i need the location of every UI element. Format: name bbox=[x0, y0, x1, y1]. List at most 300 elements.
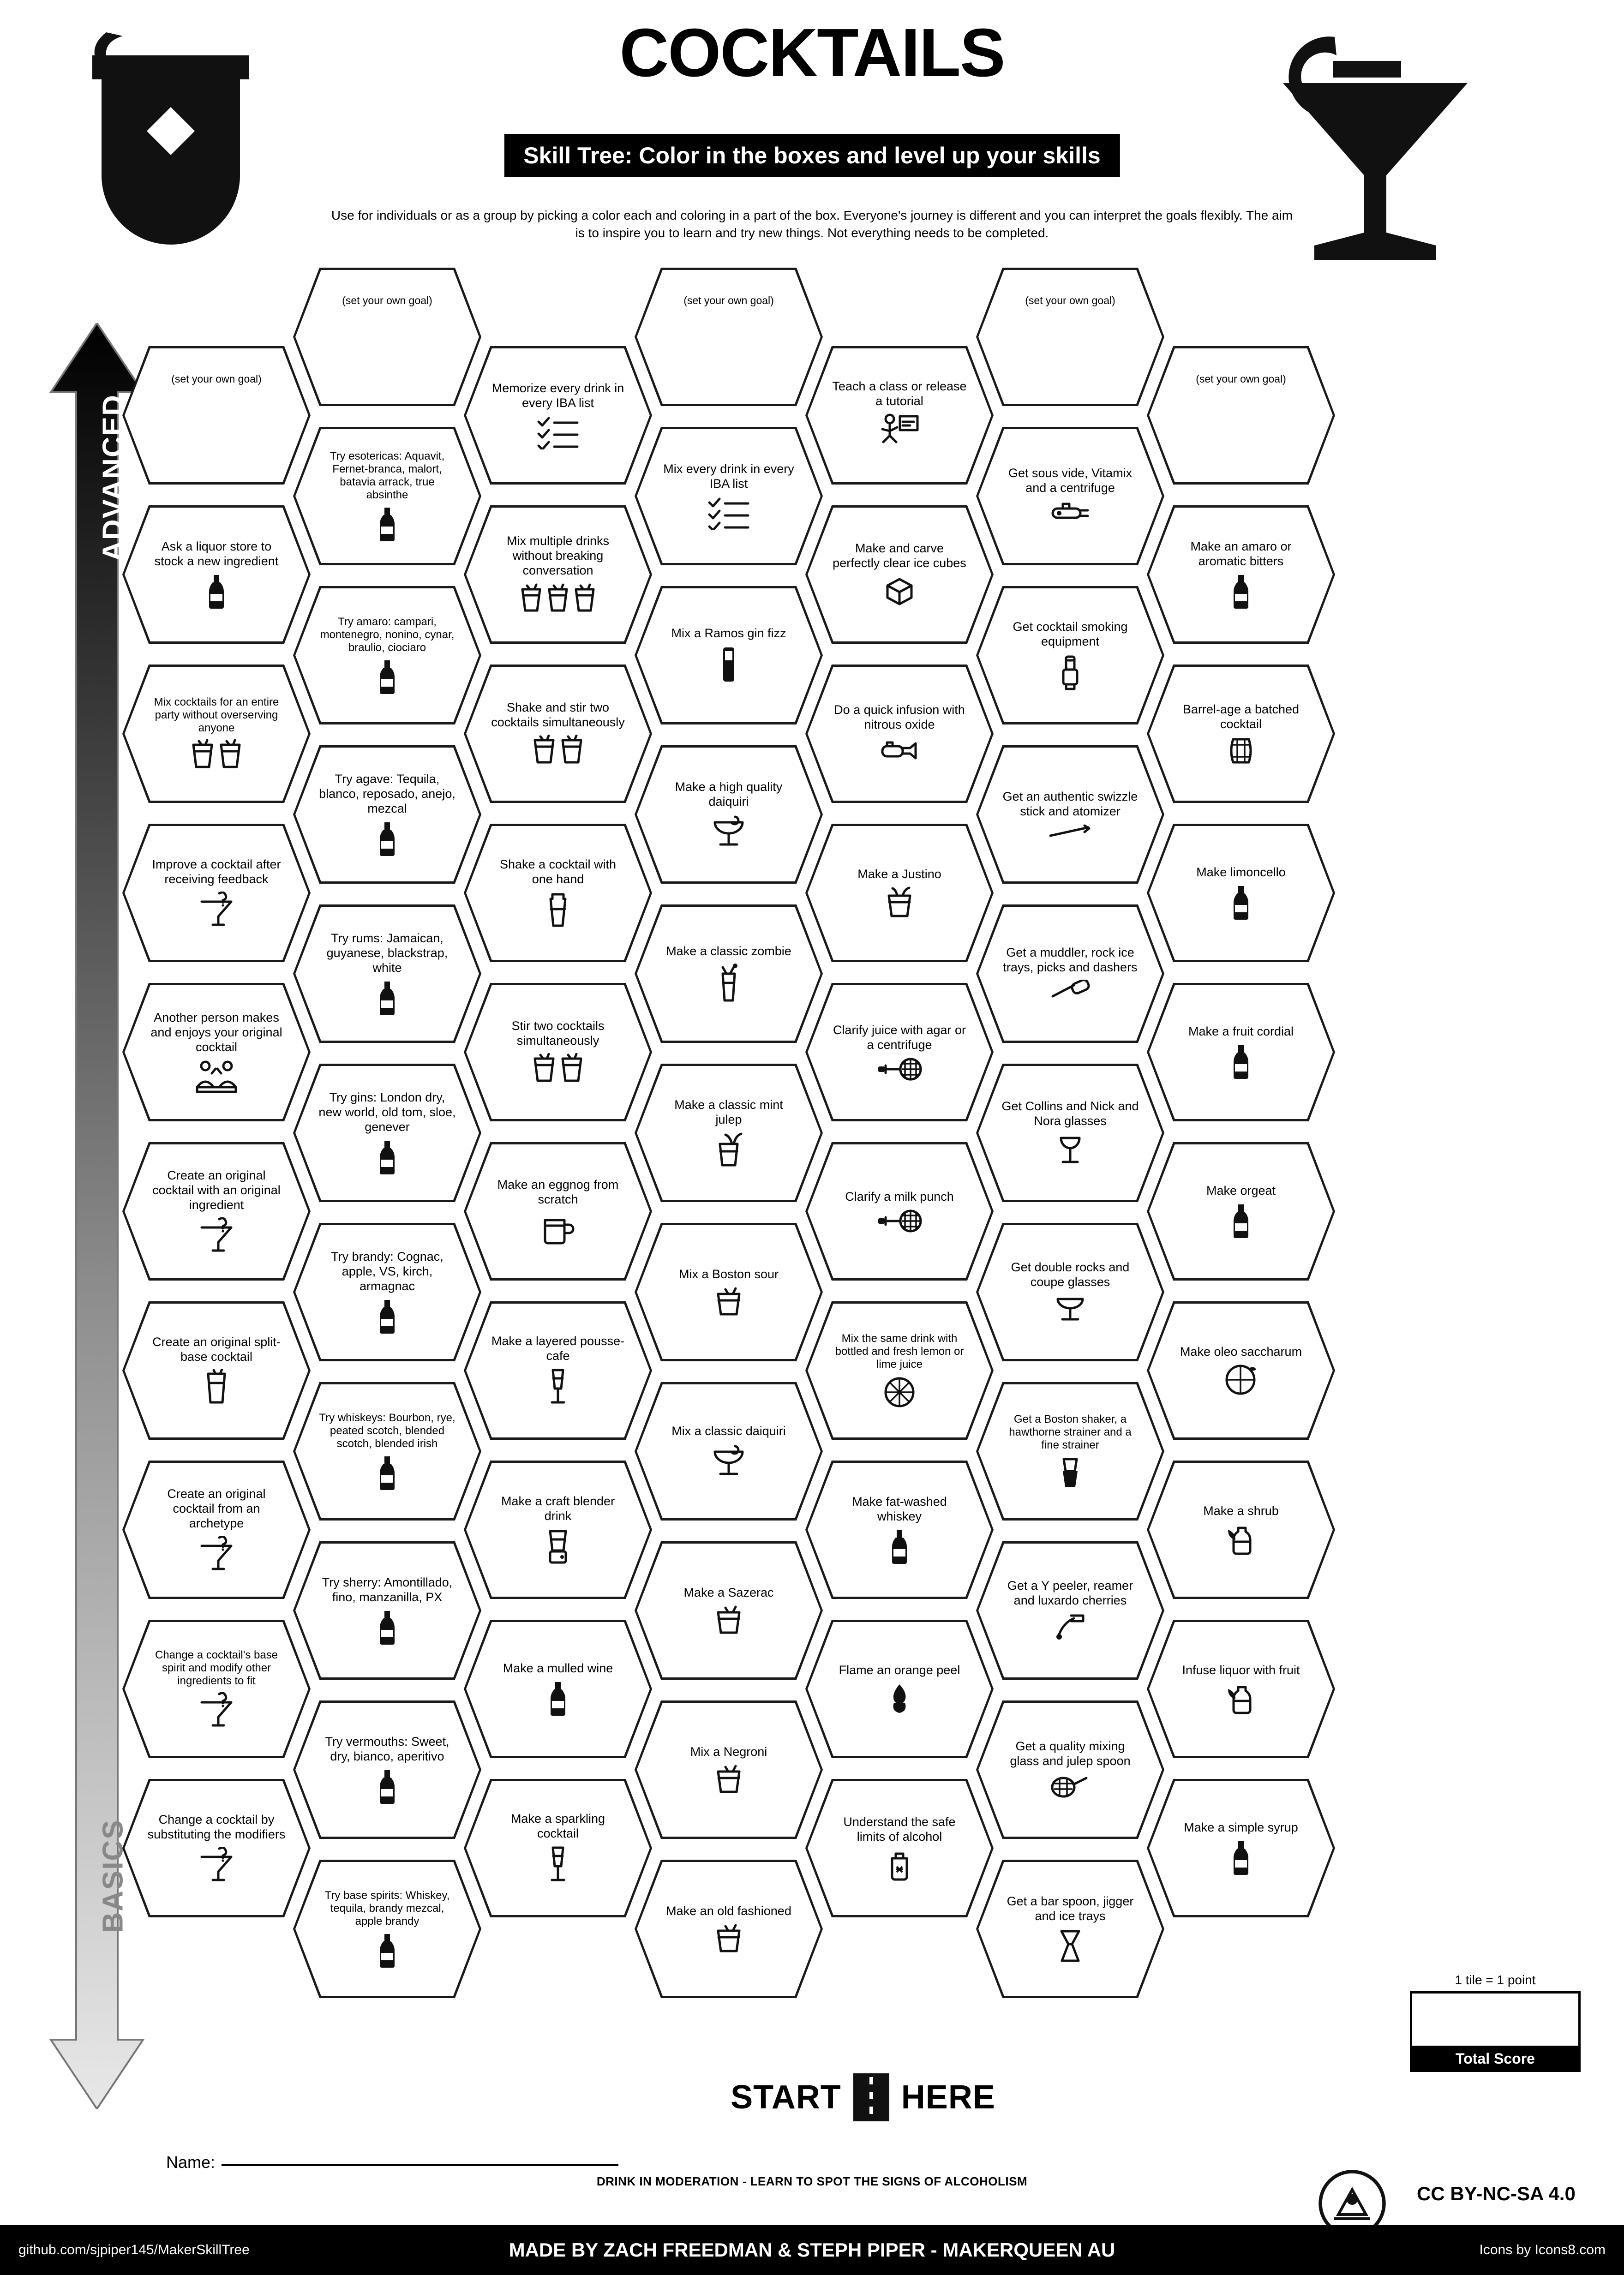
skill-tile[interactable] bbox=[122, 1620, 311, 1758]
tile-label: Another person makes and enjoys your original cocktail bbox=[150, 1011, 282, 1054]
rocks-icon bbox=[713, 1287, 744, 1317]
skill-tile[interactable] bbox=[805, 1301, 994, 1440]
julep-icon bbox=[713, 1132, 744, 1168]
bottle-icon bbox=[886, 1529, 913, 1565]
tile-content bbox=[1001, 1413, 1139, 1489]
tile-label: Make a fruit cordial bbox=[1188, 1024, 1294, 1039]
skill-tile[interactable] bbox=[1147, 346, 1335, 485]
skill-tile[interactable] bbox=[464, 1620, 652, 1758]
tumbler-icon bbox=[203, 1369, 230, 1406]
tile-content bbox=[318, 616, 456, 694]
strainer-icon bbox=[876, 1057, 923, 1081]
tile-label: Improve a cocktail after receiving feedback bbox=[152, 857, 281, 886]
tile-content bbox=[1172, 1663, 1310, 1715]
skill-tile[interactable] bbox=[293, 1064, 481, 1202]
tile-label: Stir two cocktails simultaneously bbox=[511, 1019, 605, 1048]
shrub-icon bbox=[1224, 1682, 1258, 1715]
bottle-icon bbox=[373, 1769, 401, 1805]
skill-tile[interactable] bbox=[122, 983, 311, 1121]
tile-content bbox=[659, 780, 798, 849]
skill-tile[interactable] bbox=[464, 665, 652, 803]
tile-label: Mix a Negroni bbox=[690, 1745, 767, 1759]
tile-content bbox=[659, 462, 798, 530]
tile-label: Mix multiple drinks without breaking conversation bbox=[506, 534, 610, 577]
skill-tile[interactable] bbox=[464, 1142, 652, 1281]
tile-content bbox=[1001, 790, 1139, 839]
skill-tile[interactable] bbox=[122, 346, 311, 485]
tile-label: Try brandy: Cognac, apple, VS, kirch, armagnac bbox=[331, 1250, 443, 1293]
skill-tile[interactable] bbox=[1147, 983, 1335, 1121]
tile-content bbox=[147, 373, 286, 421]
tile-label: (set your own goal) bbox=[683, 294, 774, 307]
tile-content bbox=[318, 450, 456, 542]
axis-label-basics: BASICS bbox=[97, 1819, 129, 1933]
tile-label: Clarify juice with agar or a centrifuge bbox=[833, 1023, 966, 1052]
tile-content bbox=[1172, 373, 1310, 421]
tile-label: Try amaro: campari, montenegro, nonino, cynar, braulio, ciociaro bbox=[320, 616, 455, 654]
tile-content bbox=[147, 539, 286, 610]
tile-content bbox=[659, 1904, 798, 1954]
barrel-icon bbox=[1227, 736, 1255, 765]
tile-label: (set your own goal) bbox=[1196, 373, 1286, 385]
shrub-icon bbox=[1224, 1523, 1258, 1556]
skill-tile[interactable] bbox=[464, 505, 652, 644]
tile-content bbox=[659, 944, 798, 1003]
skill-tile[interactable] bbox=[805, 346, 994, 485]
bottle-icon bbox=[1227, 574, 1255, 610]
tile-content bbox=[830, 1663, 969, 1715]
tile-content bbox=[1001, 1894, 1139, 1964]
tile-content bbox=[489, 857, 627, 928]
tile-label: Infuse liquor with fruit bbox=[1182, 1663, 1300, 1677]
tile-point-note: 1 tile = 1 point bbox=[1455, 1973, 1536, 1987]
tile-label: Make an amaro or aromatic bitters bbox=[1190, 539, 1292, 568]
two-glasses-icon bbox=[530, 1053, 586, 1085]
skill-tile[interactable] bbox=[293, 268, 481, 406]
skill-tile[interactable] bbox=[805, 1461, 994, 1599]
tile-content bbox=[830, 703, 969, 765]
tile-label: Memorize every drink in every IBA list bbox=[491, 381, 624, 410]
skill-tile[interactable] bbox=[805, 1620, 994, 1758]
skill-tile[interactable] bbox=[464, 824, 652, 962]
tile-content bbox=[147, 1649, 286, 1729]
tile-content bbox=[1001, 1579, 1139, 1642]
skill-tile[interactable] bbox=[464, 1461, 652, 1599]
tile-content bbox=[1001, 1260, 1139, 1324]
tile-label: Ask a liquor store to stock a new ingredient bbox=[154, 539, 279, 568]
strainer-icon bbox=[876, 1209, 923, 1233]
bottle-icon bbox=[1227, 885, 1255, 921]
skill-tile[interactable] bbox=[976, 1541, 1164, 1680]
tile-label: Do a quick infusion with nitrous oxide bbox=[834, 703, 965, 731]
road-icon bbox=[853, 2073, 889, 2121]
tile-label: Shake and stir two cocktails simultaneously bbox=[491, 700, 625, 729]
tile-label: Change a cocktail's base spirit and modify other ingredients to fit bbox=[155, 1649, 278, 1687]
tile-content bbox=[489, 1019, 627, 1085]
intro-text: Use for individuals or as a group by picking a color each and coloring in a part of the box. Everyone's journey is different and you can interpret the goals flexibly. The aim is to inspire you to learn and try new things. Not everything needs to be completed. bbox=[331, 208, 1293, 240]
tiki-rocks-icon bbox=[884, 886, 915, 919]
citrus-sugar-icon bbox=[1223, 1364, 1259, 1396]
coupe-icon bbox=[712, 814, 745, 849]
skill-tile[interactable] bbox=[122, 1461, 311, 1599]
skill-tile[interactable] bbox=[1147, 1301, 1335, 1440]
skill-tile[interactable] bbox=[635, 268, 823, 406]
skill-tile[interactable] bbox=[976, 1860, 1164, 1998]
ice-cube-icon bbox=[883, 575, 916, 608]
skill-tile[interactable] bbox=[635, 1700, 823, 1839]
tile-content bbox=[659, 1098, 798, 1168]
skill-tile[interactable] bbox=[635, 1064, 823, 1202]
skill-tile[interactable] bbox=[635, 586, 823, 724]
checklist-icon bbox=[707, 496, 751, 530]
skill-tile[interactable] bbox=[635, 1223, 823, 1361]
skill-tile[interactable] bbox=[293, 1860, 481, 1998]
skill-tile[interactable] bbox=[1147, 1620, 1335, 1758]
skill-tile[interactable] bbox=[464, 1301, 652, 1440]
tile-content bbox=[489, 1661, 627, 1717]
tile-label: Try base spirits: Whiskey, tequila, brandy mezcal, apple brandy bbox=[324, 1889, 450, 1928]
skill-tile[interactable] bbox=[635, 1541, 823, 1680]
skill-tile[interactable] bbox=[293, 427, 481, 565]
question-cocktail-icon bbox=[199, 1692, 234, 1729]
license-label: CC BY-NC-SA 4.0 bbox=[1417, 2183, 1576, 2204]
tile-content bbox=[1172, 865, 1310, 921]
tile-label: Get a Boston shaker, a hawthorne strainer and a fine strainer bbox=[1009, 1413, 1132, 1451]
tile-content bbox=[489, 700, 627, 767]
skill-tile[interactable] bbox=[1147, 1779, 1335, 1917]
skill-tile[interactable] bbox=[976, 904, 1164, 1043]
tile-label: Create an original split-base cocktail bbox=[152, 1335, 281, 1364]
tile-content bbox=[489, 1812, 627, 1885]
rocks-icon bbox=[713, 1605, 744, 1635]
skill-tile[interactable] bbox=[1147, 1461, 1335, 1599]
tile-label: Change a cocktail by substituting the modifiers bbox=[147, 1813, 286, 1841]
skill-tile[interactable] bbox=[122, 1301, 311, 1440]
tile-content bbox=[830, 1815, 969, 1881]
tile-label: Make a classic mint julep bbox=[674, 1098, 783, 1126]
rocks-icon bbox=[713, 1923, 744, 1954]
start-here-marker bbox=[674, 2072, 1052, 2123]
bottle-icon bbox=[1227, 1203, 1255, 1239]
tile-content bbox=[1001, 620, 1139, 691]
skill-tile[interactable] bbox=[122, 665, 311, 803]
skill-tile[interactable] bbox=[976, 1064, 1164, 1202]
skill-tile[interactable] bbox=[293, 1700, 481, 1839]
question-cocktail-icon bbox=[199, 892, 234, 928]
tile-content bbox=[147, 1813, 286, 1884]
skill-tile[interactable] bbox=[805, 665, 994, 803]
tile-label: Shake a cocktail with one hand bbox=[499, 857, 617, 886]
skill-tile[interactable] bbox=[635, 1860, 823, 1998]
subtitle-banner: Skill Tree: Color in the boxes and level up your skills bbox=[504, 134, 1120, 177]
skill-tile[interactable] bbox=[976, 1700, 1164, 1839]
boston-shaker-icon bbox=[1057, 1456, 1083, 1490]
tile-label: Try gins: London dry, new world, old tom, sloe, genever bbox=[318, 1090, 456, 1134]
smoke-gun-icon bbox=[1057, 654, 1084, 691]
score-panel bbox=[1410, 1973, 1581, 2072]
tile-label: Make and carve perfectly clear ice cubes bbox=[833, 541, 966, 570]
tile-label: Mix the same drink with bottled and fresh lemon or lime juice bbox=[835, 1332, 964, 1371]
tile-label: Mix a classic daiquiri bbox=[671, 1424, 786, 1438]
skill-tile[interactable] bbox=[976, 745, 1164, 884]
footer-credit: MADE BY ZACH FREEDMAN & STEPH PIPER - MAKERQUEEN AU bbox=[509, 2239, 1115, 2261]
skill-tile[interactable] bbox=[122, 1779, 311, 1917]
skill-tile[interactable] bbox=[464, 346, 652, 485]
tile-content bbox=[489, 534, 627, 615]
checklist-icon bbox=[536, 415, 580, 449]
skill-tile[interactable] bbox=[635, 1382, 823, 1521]
tile-label: Clarify a milk punch bbox=[845, 1190, 954, 1204]
shaker-icon bbox=[546, 892, 570, 928]
tile-label: (set your own goal) bbox=[171, 373, 262, 385]
bottle-icon bbox=[373, 506, 401, 542]
skill-tile[interactable] bbox=[464, 1779, 652, 1917]
tile-content bbox=[1172, 1820, 1310, 1876]
tile-content bbox=[318, 1250, 456, 1335]
nicknora-icon bbox=[1056, 1133, 1084, 1167]
skill-tile[interactable] bbox=[122, 1142, 311, 1281]
tile-content bbox=[489, 1334, 627, 1407]
skill-tile[interactable] bbox=[805, 983, 994, 1121]
tile-content bbox=[659, 1586, 798, 1635]
tile-content bbox=[147, 1335, 286, 1406]
jug-icon bbox=[885, 1849, 914, 1881]
tile-label: Make a high quality daiquiri bbox=[675, 780, 783, 808]
tile-label: Make oleo saccharum bbox=[1180, 1345, 1302, 1359]
tile-label: Get cocktail smoking equipment bbox=[1013, 620, 1128, 648]
tile-content bbox=[1172, 1504, 1310, 1556]
tile-content bbox=[318, 931, 456, 1016]
tile-content bbox=[1001, 466, 1139, 526]
tile-content bbox=[1001, 946, 1139, 1002]
cheers-people-icon bbox=[194, 1060, 239, 1094]
tile-content bbox=[659, 626, 798, 684]
bottle-icon bbox=[373, 980, 401, 1016]
tile-label: Get a quality mixing glass and julep spoon bbox=[1010, 1739, 1131, 1768]
skill-tile[interactable] bbox=[1147, 824, 1335, 962]
tile-content bbox=[318, 1412, 456, 1491]
skill-tile[interactable] bbox=[1147, 505, 1335, 644]
tile-label: Make a layered pousse-cafe bbox=[491, 1334, 625, 1363]
tile-content bbox=[830, 867, 969, 919]
skill-tile[interactable] bbox=[1147, 665, 1335, 803]
tile-label: Try rums: Jamaican, guyanese, blackstrap, white bbox=[326, 931, 448, 975]
skill-tile[interactable] bbox=[122, 824, 311, 962]
tile-content bbox=[1172, 1345, 1310, 1396]
question-cocktail-icon bbox=[199, 1536, 234, 1573]
mug-icon bbox=[541, 1212, 575, 1245]
tile-label: Get sous vide, Vitamix and a centrifuge bbox=[1008, 466, 1133, 495]
tile-label: Make fat-washed whiskey bbox=[852, 1495, 947, 1523]
tile-label: Try agave: Tequila, blanco, reposado, anejo, mezcal bbox=[319, 772, 455, 815]
skill-tile[interactable] bbox=[976, 1382, 1164, 1521]
tile-content bbox=[1172, 1184, 1310, 1239]
tile-label: Make a mulled wine bbox=[503, 1661, 613, 1676]
tile-content bbox=[1001, 1739, 1139, 1800]
tile-content bbox=[830, 1190, 969, 1233]
skill-tile[interactable] bbox=[805, 1142, 994, 1281]
tile-label: Mix every drink in every IBA list bbox=[663, 462, 794, 491]
tile-content bbox=[147, 1168, 286, 1254]
bottle-icon bbox=[373, 1933, 401, 1969]
tile-label: Make a Justino bbox=[857, 867, 941, 881]
tile-content bbox=[489, 1178, 627, 1245]
footer-icons-credit[interactable]: Icons by Icons8.com bbox=[1479, 2242, 1606, 2257]
footer-repo-link[interactable]: github.com/sjpiper145/MakerSkillTree bbox=[18, 2242, 250, 2257]
two-glasses-icon bbox=[189, 739, 244, 772]
skill-tile[interactable] bbox=[293, 1382, 481, 1521]
tile-content bbox=[147, 1011, 286, 1094]
page-title: COCKTAILS bbox=[619, 15, 1005, 91]
tile-content bbox=[830, 541, 969, 608]
tile-content bbox=[830, 1495, 969, 1565]
bottle-icon bbox=[373, 1139, 401, 1175]
skill-tile[interactable] bbox=[976, 268, 1164, 406]
skill-tile[interactable] bbox=[293, 1223, 481, 1361]
presenter-icon bbox=[879, 413, 920, 451]
skill-tile[interactable] bbox=[1147, 1142, 1335, 1281]
tile-content bbox=[1001, 1099, 1139, 1167]
bottle-icon bbox=[544, 1681, 572, 1717]
citrus-icon bbox=[883, 1376, 916, 1409]
tile-label: Make an eggnog from scratch bbox=[497, 1178, 619, 1206]
tile-content bbox=[147, 696, 286, 771]
tile-label: Get an authentic swizzle stick and atomizer bbox=[1002, 790, 1138, 818]
tile-content bbox=[318, 772, 456, 857]
tile-label: Understand the safe limits of alcohol bbox=[843, 1815, 956, 1844]
tile-label: Mix a Boston sour bbox=[678, 1267, 779, 1281]
tile-content bbox=[830, 1023, 969, 1081]
coupe-icon bbox=[712, 1443, 745, 1479]
skill-tile[interactable] bbox=[976, 427, 1164, 565]
skill-tile[interactable] bbox=[635, 427, 823, 565]
score-input[interactable] bbox=[1410, 1991, 1581, 2046]
bottle-icon bbox=[373, 1299, 401, 1335]
skill-tile[interactable] bbox=[805, 824, 994, 962]
tile-label: Make a craft blender drink bbox=[501, 1494, 615, 1523]
skill-tile[interactable] bbox=[635, 904, 823, 1043]
skill-tile[interactable] bbox=[635, 745, 823, 884]
tile-content bbox=[147, 1487, 286, 1573]
tile-label: Try esotericas: Aquavit, Fernet-branca, malort, batavia arrack, true absinthe bbox=[330, 450, 445, 501]
moderation-note: DRINK IN MODERATION - LEARN TO SPOT THE SIGNS OF ALCOHOLISM bbox=[596, 2174, 1028, 2188]
name-label: Name: bbox=[166, 2153, 216, 2172]
tile-label: Get Collins and Nick and Nora glasses bbox=[1001, 1099, 1139, 1128]
tile-content bbox=[1172, 702, 1310, 765]
bottle-icon bbox=[373, 1455, 401, 1491]
tile-content bbox=[489, 381, 627, 449]
three-glasses-icon bbox=[519, 583, 597, 615]
tile-content bbox=[830, 1332, 969, 1408]
tile-label: Make a simple syrup bbox=[1184, 1820, 1298, 1835]
whipper-icon bbox=[880, 737, 919, 765]
tile-label: Create an original cocktail from an archetype bbox=[167, 1487, 266, 1530]
jigger-icon bbox=[1058, 1928, 1083, 1964]
tile-label: Make limoncello bbox=[1196, 865, 1286, 880]
tile-label: Get a muddler, rock ice trays, picks and dashers bbox=[1003, 946, 1138, 974]
bottle-icon bbox=[373, 821, 401, 857]
skill-tile[interactable] bbox=[293, 586, 481, 724]
axis-label-advanced: ADVANCED bbox=[97, 394, 129, 562]
tile-label: (set your own goal) bbox=[1025, 294, 1115, 307]
bottle-icon bbox=[1227, 1840, 1255, 1876]
tile-label: Get a Y peeler, reamer and luxardo cherries bbox=[1007, 1579, 1133, 1607]
tiki-tall-icon bbox=[716, 964, 741, 1003]
tile-content bbox=[659, 1267, 798, 1317]
tile-label: Get a bar spoon, jigger and ice trays bbox=[1007, 1894, 1134, 1923]
tile-content bbox=[318, 294, 456, 343]
tile-content bbox=[659, 294, 798, 343]
swizzle-icon bbox=[1048, 824, 1093, 839]
skill-tile[interactable] bbox=[805, 505, 994, 644]
name-rule[interactable] bbox=[222, 2164, 618, 2166]
tile-label: Try sherry: Amontillado, fino, manzanilla, PX bbox=[322, 1575, 453, 1604]
start-label: START bbox=[731, 2079, 841, 2116]
tile-content bbox=[659, 1745, 798, 1795]
tile-content bbox=[1001, 294, 1139, 343]
tile-label: Teach a class or release a tutorial bbox=[832, 379, 967, 408]
skill-tile[interactable] bbox=[293, 745, 481, 884]
tile-content bbox=[659, 1424, 798, 1479]
tile-label: Make a sparkling cocktail bbox=[510, 1812, 605, 1840]
sousvide-icon bbox=[1049, 500, 1091, 526]
tile-content bbox=[147, 857, 286, 928]
julep-strainer-icon bbox=[1050, 1773, 1090, 1800]
tile-content bbox=[489, 1494, 627, 1565]
bottle-icon bbox=[1227, 1044, 1255, 1080]
skill-tile[interactable] bbox=[976, 1223, 1164, 1361]
muddler-icon bbox=[1048, 980, 1092, 1002]
tile-label: Flame an orange peel bbox=[839, 1663, 960, 1677]
tile-content bbox=[318, 1090, 456, 1175]
two-glasses-icon bbox=[530, 735, 586, 767]
skill-tile[interactable] bbox=[122, 505, 311, 644]
blender-icon bbox=[544, 1528, 572, 1565]
tile-label: Make orgeat bbox=[1206, 1184, 1276, 1198]
tile-label: Make an old fashioned bbox=[666, 1904, 791, 1918]
flame-icon bbox=[886, 1682, 913, 1715]
bottle-icon bbox=[373, 1610, 401, 1646]
bottle-icon bbox=[203, 574, 230, 610]
tile-content bbox=[1172, 539, 1310, 610]
tile-label: Create an original cocktail with an original ingredient bbox=[152, 1168, 281, 1212]
tile-label: Make a shrub bbox=[1203, 1504, 1279, 1518]
skill-tile[interactable] bbox=[293, 904, 481, 1043]
skill-tile[interactable] bbox=[293, 1541, 481, 1680]
tile-label: Get double rocks and coupe glasses bbox=[1011, 1260, 1130, 1289]
tile-label: Make a Sazerac bbox=[683, 1586, 774, 1600]
skill-tile[interactable] bbox=[464, 983, 652, 1121]
tile-content bbox=[318, 1889, 456, 1968]
tile-content bbox=[830, 379, 969, 451]
tile-label: Try whiskeys: Bourbon, rye, peated scotch, blended scotch, blended irish bbox=[319, 1412, 455, 1450]
flute-icon bbox=[547, 1846, 569, 1885]
skill-tile[interactable] bbox=[976, 586, 1164, 724]
skill-tile[interactable] bbox=[805, 1779, 994, 1917]
question-cocktail-icon bbox=[199, 1847, 234, 1884]
tile-label: Make a classic zombie bbox=[666, 944, 791, 958]
name-field[interactable] bbox=[166, 2153, 618, 2172]
tile-content bbox=[318, 1735, 456, 1805]
coupe-glass-icon bbox=[1054, 1294, 1086, 1324]
question-cocktail-icon bbox=[199, 1217, 234, 1254]
total-score-label: Total Score bbox=[1410, 2046, 1581, 2072]
tile-label: (set your own goal) bbox=[342, 294, 432, 307]
here-label: HERE bbox=[901, 2079, 995, 2116]
bottle-icon bbox=[373, 659, 401, 695]
footer-bar bbox=[0, 2225, 1624, 2275]
peeler-icon bbox=[1053, 1613, 1088, 1642]
